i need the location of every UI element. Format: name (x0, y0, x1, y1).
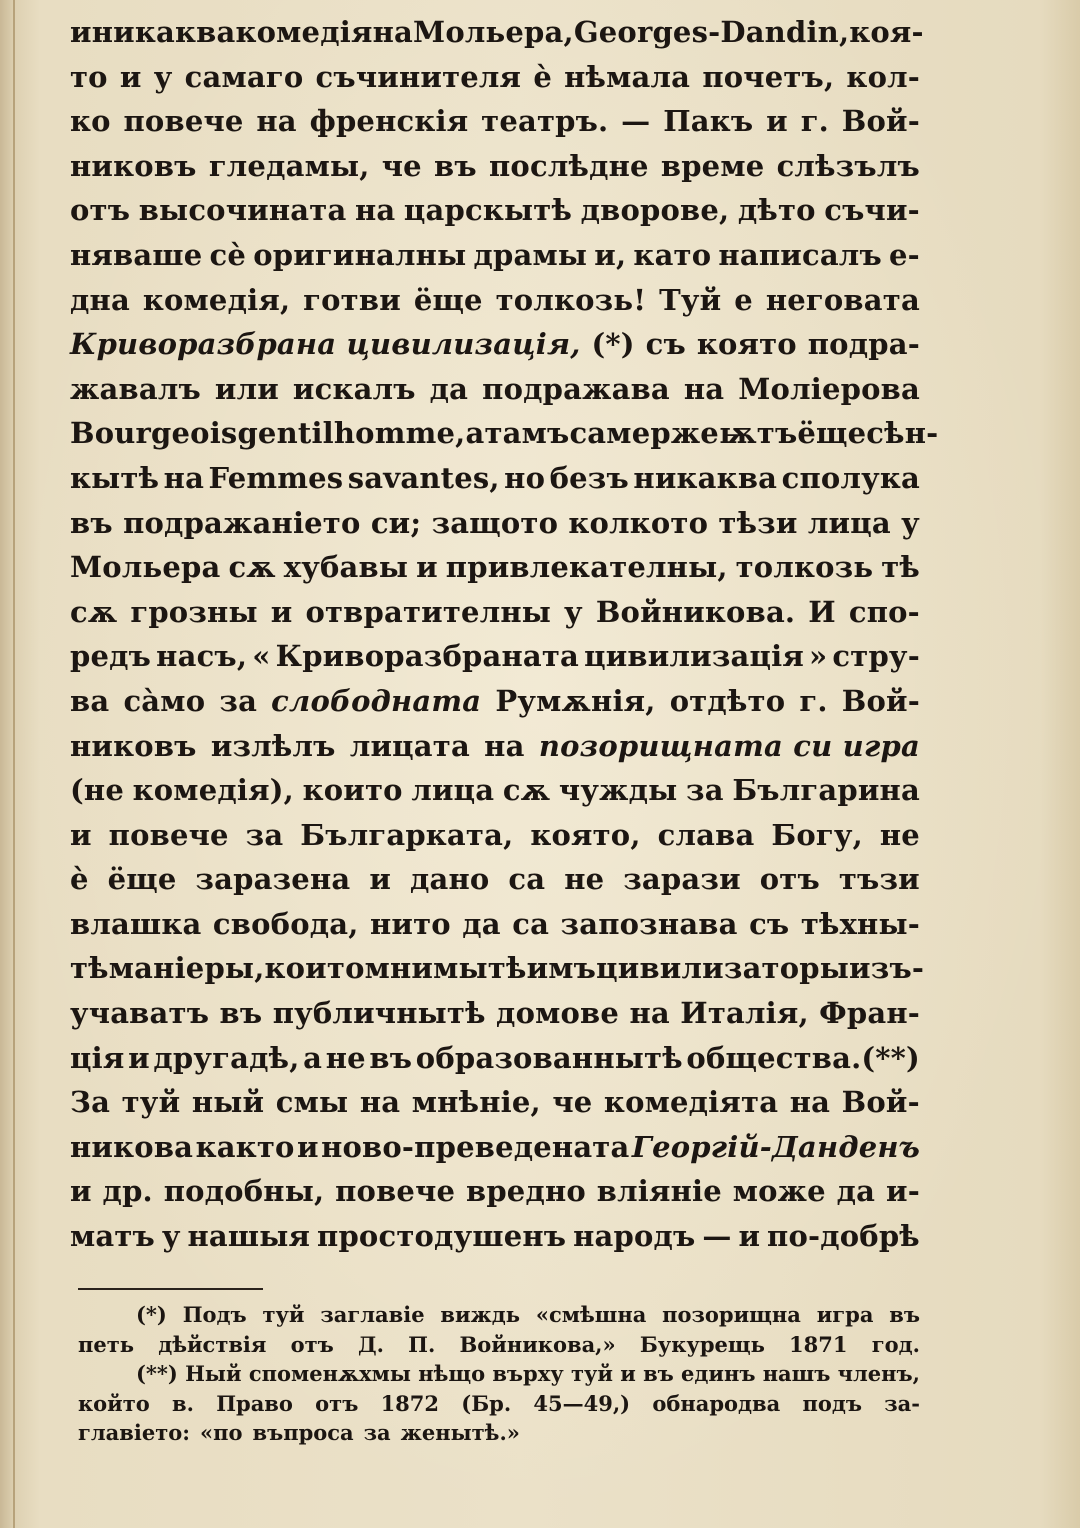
footnote-word: женытѣ.» (400, 1420, 520, 1445)
text-line (70, 1080, 920, 1125)
word: Войникова. (595, 594, 796, 629)
word: ва (70, 683, 110, 718)
footnote-word: Букурещь (639, 1331, 765, 1357)
word: » (809, 639, 828, 674)
text-line (70, 590, 920, 635)
word: не (879, 817, 920, 852)
word: а (465, 416, 485, 451)
word: на (789, 1085, 831, 1120)
word: и (70, 817, 92, 852)
word: които (264, 951, 365, 986)
word: комедія, (142, 282, 291, 317)
word: лица (411, 773, 495, 808)
footnote-word: Ный (185, 1361, 242, 1386)
word: може (732, 1174, 826, 1209)
text-line (70, 322, 920, 367)
word: че (552, 1085, 593, 1120)
word: е- (889, 237, 920, 272)
word: на (256, 104, 297, 139)
word: спо- (848, 594, 920, 629)
footnote-word: единъ (681, 1361, 756, 1386)
word: сè (209, 237, 247, 272)
word: тѣхны- (800, 906, 920, 941)
word: отъ (70, 193, 131, 228)
word: комедія (235, 15, 373, 49)
footnote-word: заглавіе (320, 1302, 425, 1327)
word: никовъ (70, 148, 197, 183)
word: тамъ (484, 416, 570, 451)
word: матъ (70, 1219, 155, 1254)
word: Криворазбраната (275, 639, 580, 674)
word: дѣто (737, 193, 816, 228)
word: Вой- (841, 1085, 920, 1120)
footnote-word: П. (408, 1331, 436, 1357)
word: никаква (633, 460, 778, 495)
footnote-word: (**) (136, 1361, 178, 1386)
main-text-column (70, 10, 939, 1259)
word: Georges-Dandin, (573, 15, 850, 49)
word: на (354, 193, 396, 228)
word: нито (370, 906, 451, 941)
word: « (252, 639, 271, 674)
word: туй (121, 1085, 181, 1120)
word: време (660, 148, 765, 183)
word: лицата (349, 728, 470, 763)
word: и (766, 104, 788, 139)
footnote-word: главіето: (78, 1420, 190, 1445)
word: свобода, (212, 906, 359, 941)
word: тѣ (70, 951, 109, 986)
footnote-word: позорищна (662, 1302, 801, 1327)
word: то (70, 59, 108, 94)
text-line (70, 501, 920, 546)
word: слава (657, 817, 755, 852)
text-line (70, 144, 920, 189)
word: Моліерова (738, 371, 920, 406)
word: è (533, 59, 552, 94)
word: която, (530, 817, 641, 852)
word: ёще (107, 862, 177, 897)
word: готви (303, 282, 401, 317)
word: у (153, 59, 173, 94)
footnote-line (78, 1389, 920, 1419)
word: и (296, 1129, 319, 1164)
word: цивилизація (584, 639, 804, 674)
word: са (508, 862, 546, 897)
word: отдѣто (669, 683, 786, 718)
word: подражава (482, 371, 670, 406)
word: Българина (732, 773, 920, 808)
word: — (621, 104, 651, 139)
word: ный (191, 1085, 265, 1120)
word: (*) (591, 327, 635, 362)
text-line (70, 679, 920, 724)
word: и (128, 1040, 150, 1075)
word: маніеры, (108, 951, 265, 986)
word: мержеѭтъ (606, 416, 798, 451)
word: Мольера (70, 550, 221, 585)
text-line (70, 1036, 920, 1081)
word: написалъ (718, 237, 882, 272)
word: gentilhomme, (237, 416, 466, 451)
word: толкозь! (495, 282, 647, 317)
word: или (214, 371, 279, 406)
text-line (70, 1125, 920, 1170)
footnote-line (78, 1330, 920, 1360)
word: Георгій-Данденъ (631, 1129, 920, 1164)
word: на (484, 728, 525, 763)
footnote-word: отъ (290, 1331, 334, 1357)
word: редъ (70, 639, 152, 674)
word: царскытѣ (403, 193, 573, 228)
word: жавалъ (70, 371, 201, 406)
word: да (462, 906, 501, 941)
footnote-word: год. (871, 1331, 920, 1357)
text-line (70, 278, 920, 323)
word: ёще (797, 416, 867, 451)
word: неговата (765, 282, 920, 317)
word: у (161, 1219, 181, 1254)
footnote-word: Войникова,» (459, 1331, 616, 1357)
word: у (564, 594, 583, 629)
footnote-word: и (620, 1361, 636, 1386)
text-line (70, 188, 920, 233)
word: тѣ (881, 550, 920, 585)
word: и (270, 594, 293, 629)
word: драмы (473, 237, 588, 272)
footnote-word: петь (78, 1331, 134, 1357)
word: Пакъ (663, 104, 754, 139)
word: никаква (91, 15, 236, 49)
word: другадѣ, (153, 1040, 300, 1075)
word: г. (800, 104, 829, 139)
word: и (416, 550, 438, 585)
word: дна (70, 282, 130, 317)
footnote-word: въпроса (252, 1420, 354, 1445)
word: лица (807, 505, 891, 540)
word: съ (749, 906, 790, 941)
word: въ (70, 505, 113, 540)
footnote-word: «по (199, 1420, 243, 1445)
footnote-separator-rule (78, 1288, 263, 1290)
footnote-word: Подъ (182, 1302, 247, 1327)
footnote-word: туй (262, 1302, 305, 1327)
word: да (429, 371, 469, 406)
word: нашыя (187, 1219, 311, 1254)
word: savantes, (347, 460, 500, 495)
word: послѣдне (489, 148, 649, 183)
word: хубавы (283, 550, 409, 585)
word: общества.(**) (686, 1040, 920, 1075)
word: сполука (781, 460, 920, 495)
footnote-line (78, 1359, 920, 1389)
word: да (836, 1174, 876, 1209)
text-line (70, 411, 939, 456)
word: искалъ (292, 371, 416, 406)
word: за (686, 773, 724, 808)
footnote-word: (*) (136, 1302, 167, 1327)
text-line (70, 55, 920, 100)
word: сѣн- (866, 416, 939, 451)
word: кол- (846, 59, 920, 94)
footnote-word: Право (216, 1390, 293, 1416)
word: И (808, 594, 836, 629)
footnote-word: нѣщо (418, 1361, 486, 1386)
footnote-word: за- (884, 1390, 920, 1416)
word: сàмо (123, 683, 206, 718)
word: г. (799, 683, 828, 718)
word: за (245, 817, 284, 852)
word: насъ, (156, 639, 248, 674)
word: не (564, 862, 605, 897)
word: мнѣніе, (411, 1085, 541, 1120)
text-line (70, 724, 920, 769)
page-spine-edge (13, 0, 15, 1528)
word: ко (70, 104, 111, 139)
word: домове (496, 996, 620, 1031)
word: слободната (271, 683, 482, 718)
word: Богу, (771, 817, 863, 852)
footnote-word: виждь (440, 1302, 521, 1327)
word: по-добрѣ (767, 1219, 920, 1254)
text-line (70, 634, 920, 679)
word: самаго (184, 59, 304, 94)
word: Вой- (841, 104, 920, 139)
footnote-word: подъ (802, 1390, 862, 1416)
word: заразена (195, 862, 351, 897)
word: на (163, 460, 205, 495)
word: са (512, 906, 550, 941)
word: мнимытѣ (364, 951, 527, 986)
word: въ (434, 148, 477, 183)
word: позорищната си игра (538, 728, 920, 763)
footnote-line (78, 1300, 920, 1330)
word: дано (409, 862, 490, 897)
word: сѫ (228, 550, 276, 585)
word: като (633, 237, 712, 272)
word: са (569, 416, 607, 451)
word: слѣзълъ (776, 148, 920, 183)
word: Туй (659, 282, 722, 317)
footnote-word: който (78, 1390, 150, 1416)
word: повече (335, 1174, 456, 1209)
word: отъ (759, 862, 820, 897)
footnote-word: за (363, 1420, 391, 1445)
footnote-word: Д. (357, 1331, 384, 1357)
word: тѣзи (718, 505, 798, 540)
word: кытѣ (70, 460, 160, 495)
text-line (70, 813, 920, 858)
word: никовъ (70, 728, 197, 763)
text-line (70, 1169, 920, 1214)
word: è (70, 862, 89, 897)
word: и (119, 59, 142, 94)
word: но (504, 460, 546, 495)
word: колкото (568, 505, 709, 540)
word: влашка (70, 906, 202, 941)
word: у (901, 505, 920, 540)
footnote-word: нашъ (762, 1361, 831, 1386)
word: вліяніе (596, 1174, 722, 1209)
word: и (70, 1174, 92, 1209)
word: цивилизаторы (596, 951, 850, 986)
footnote-word: в. (172, 1390, 194, 1416)
word: образованнытѣ (415, 1040, 683, 1075)
word: подражаніето (123, 505, 361, 540)
text-line (70, 233, 920, 278)
footnote-word: 1871 (789, 1331, 848, 1357)
footnote-word: въ (643, 1361, 674, 1386)
word: и (70, 15, 92, 49)
word: коя- (849, 15, 924, 49)
word: въ (369, 1040, 413, 1075)
word: и- (886, 1174, 920, 1209)
word: на (683, 371, 725, 406)
text-line (70, 10, 924, 55)
footnote-word: туй (570, 1361, 613, 1386)
word: комедія), (132, 773, 294, 808)
footnote-word: споменѫхмы (248, 1361, 411, 1386)
word: — (702, 1219, 732, 1254)
word: привлекателны, (445, 550, 728, 585)
word: че (381, 148, 422, 183)
word: оригиналны (253, 237, 467, 272)
word: защото (431, 505, 559, 540)
word: театръ. (481, 104, 609, 139)
word: ново-преведената (321, 1129, 630, 1164)
word: и (369, 862, 392, 897)
word: които (302, 773, 403, 808)
footnote-word: върху (492, 1361, 564, 1386)
word: а (303, 1040, 323, 1075)
word: почетъ, (702, 59, 835, 94)
text-line (70, 545, 920, 590)
word: никова (70, 1129, 194, 1164)
word: ёще (413, 282, 483, 317)
word: за (219, 683, 258, 718)
word: зарази (623, 862, 741, 897)
text-line (70, 857, 920, 902)
word: высочината (138, 193, 347, 228)
word: не (325, 1040, 366, 1075)
word: Мольера, (413, 15, 574, 49)
word: сѫ (502, 773, 551, 808)
word: За (70, 1085, 111, 1120)
word: на (629, 996, 670, 1031)
word: съчинителя (315, 59, 522, 94)
word: (не (70, 773, 124, 808)
word: смы (275, 1085, 349, 1120)
word: учаватъ (70, 996, 210, 1031)
word: имъ (526, 951, 597, 986)
word: отвратителны (305, 594, 552, 629)
word: Bourgeois (70, 416, 238, 451)
footnote-lines (78, 1300, 920, 1448)
word: др. (102, 1174, 153, 1209)
word: и (738, 1219, 761, 1254)
word: комедіята (603, 1085, 779, 1120)
word: въ (219, 996, 263, 1031)
word: съ (645, 327, 686, 362)
word: която (696, 327, 797, 362)
word: Италія, (680, 996, 809, 1031)
text-line (70, 1214, 920, 1259)
footnote-word: въ (889, 1302, 920, 1327)
footnote-word: 1872 (380, 1390, 440, 1416)
word: изъ- (849, 951, 925, 986)
word: излѣлъ (210, 728, 336, 763)
word: простодушенъ (317, 1219, 567, 1254)
text-line (70, 367, 920, 412)
word: както (195, 1129, 295, 1164)
word: запознава (560, 906, 738, 941)
word: няваше (70, 237, 203, 272)
word: нѣмала (564, 59, 691, 94)
word: на (359, 1085, 401, 1120)
footnote-word: «смѣшна (535, 1302, 647, 1327)
word: съчи- (824, 193, 920, 228)
word: Румѫнія, (495, 683, 656, 718)
footnote-line (78, 1418, 920, 1448)
footnote-word: игра (816, 1302, 874, 1327)
word: Femmes (208, 460, 344, 495)
word: Българката, (300, 817, 514, 852)
footnote-word: обнародва (652, 1390, 781, 1416)
word: чужды (558, 773, 678, 808)
word: дворове, (580, 193, 730, 228)
text-line (70, 768, 920, 813)
text-line (70, 902, 920, 947)
word: народъ (573, 1219, 696, 1254)
word: стру- (832, 639, 920, 674)
text-line (70, 456, 920, 501)
word: грозны (130, 594, 258, 629)
word: подобны, (163, 1174, 325, 1209)
word: тъзи (838, 862, 920, 897)
footnote-word: отъ (315, 1390, 359, 1416)
text-line (70, 991, 920, 1036)
word: подра- (807, 327, 920, 362)
word: Криворазбрана цивилизація, (70, 327, 581, 362)
word: повече (123, 104, 244, 139)
word: гледамы, (208, 148, 370, 183)
text-line (70, 99, 920, 144)
footnote-word: 45—49,) (533, 1390, 631, 1416)
word: френскія (309, 104, 469, 139)
word: вредно (465, 1174, 586, 1209)
word: Фран- (819, 996, 920, 1031)
word: ція (70, 1040, 125, 1075)
word: на (372, 15, 414, 49)
word: публичнытѣ (272, 996, 486, 1031)
word: сѫ (70, 594, 118, 629)
word: си; (370, 505, 422, 540)
word: толкозь (735, 550, 874, 585)
footnotes-section (78, 1288, 920, 1448)
word: е (734, 282, 753, 317)
text-line (70, 946, 925, 991)
footnote-word: (Бр. (461, 1390, 512, 1416)
word: и, (594, 237, 627, 272)
word: безъ (549, 460, 629, 495)
word: Вой- (841, 683, 920, 718)
word: повече (108, 817, 229, 852)
footnote-word: дѣйствія (158, 1331, 267, 1357)
footnote-word: членъ, (837, 1361, 920, 1386)
